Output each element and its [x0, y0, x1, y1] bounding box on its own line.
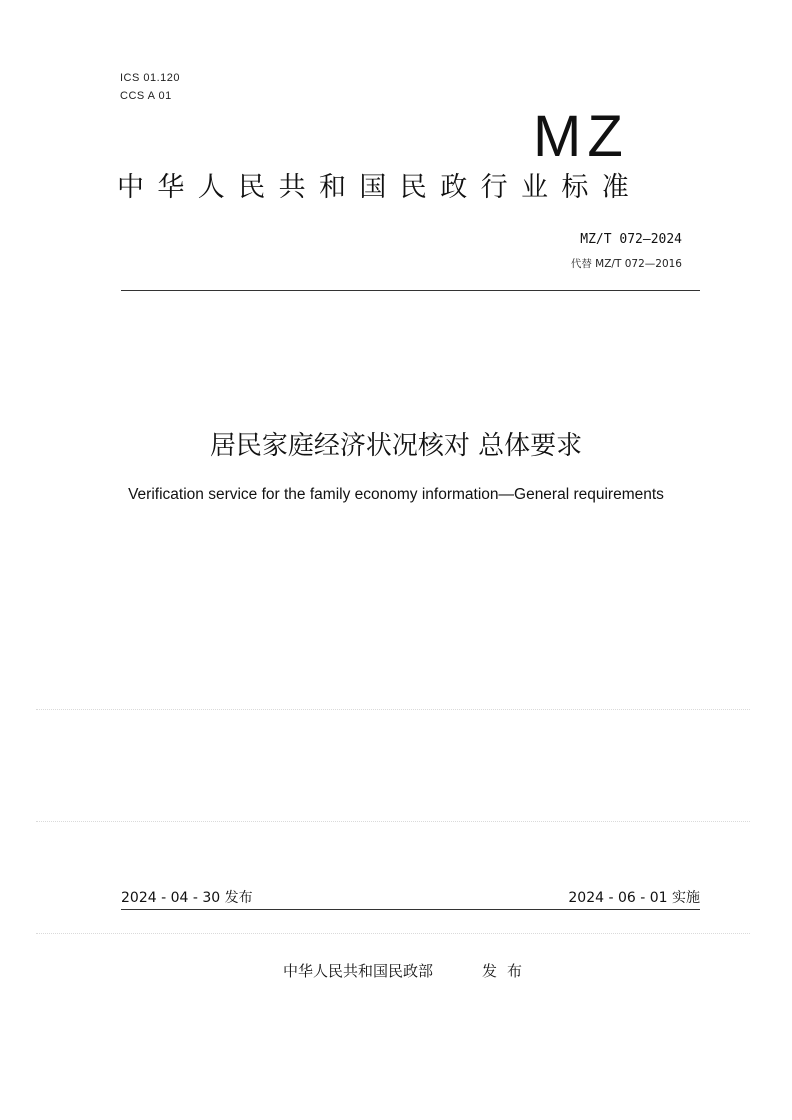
mz-logo: MZ: [533, 104, 629, 169]
document-title-english: Verification service for the family economy information—General requirements: [128, 486, 664, 503]
dotted-guide-line: [36, 933, 750, 934]
footer-divider: [121, 909, 700, 910]
header-divider: [121, 290, 700, 291]
ics-code: ICS 01.120: [120, 72, 181, 84]
publish-action-label: 发布: [482, 962, 533, 980]
standard-number: MZ/T 072—2024: [580, 232, 682, 247]
effective-date: 2024 - 06 - 01 实施: [568, 890, 700, 906]
replaced-standard: 代替 MZ/T 072—2016: [570, 258, 682, 270]
dotted-guide-line: [36, 709, 750, 710]
document-title-chinese: 居民家庭经济状况核对 总体要求: [209, 431, 583, 461]
publish-date: 2024 - 04 - 30 发布: [121, 890, 253, 906]
industry-standard-title: 中华人民共和国民政行业标准: [117, 172, 643, 203]
publisher-name: 中华人民共和国民政部: [283, 962, 434, 980]
dotted-guide-line: [36, 821, 750, 822]
ccs-code: CCS A 01: [120, 90, 172, 102]
